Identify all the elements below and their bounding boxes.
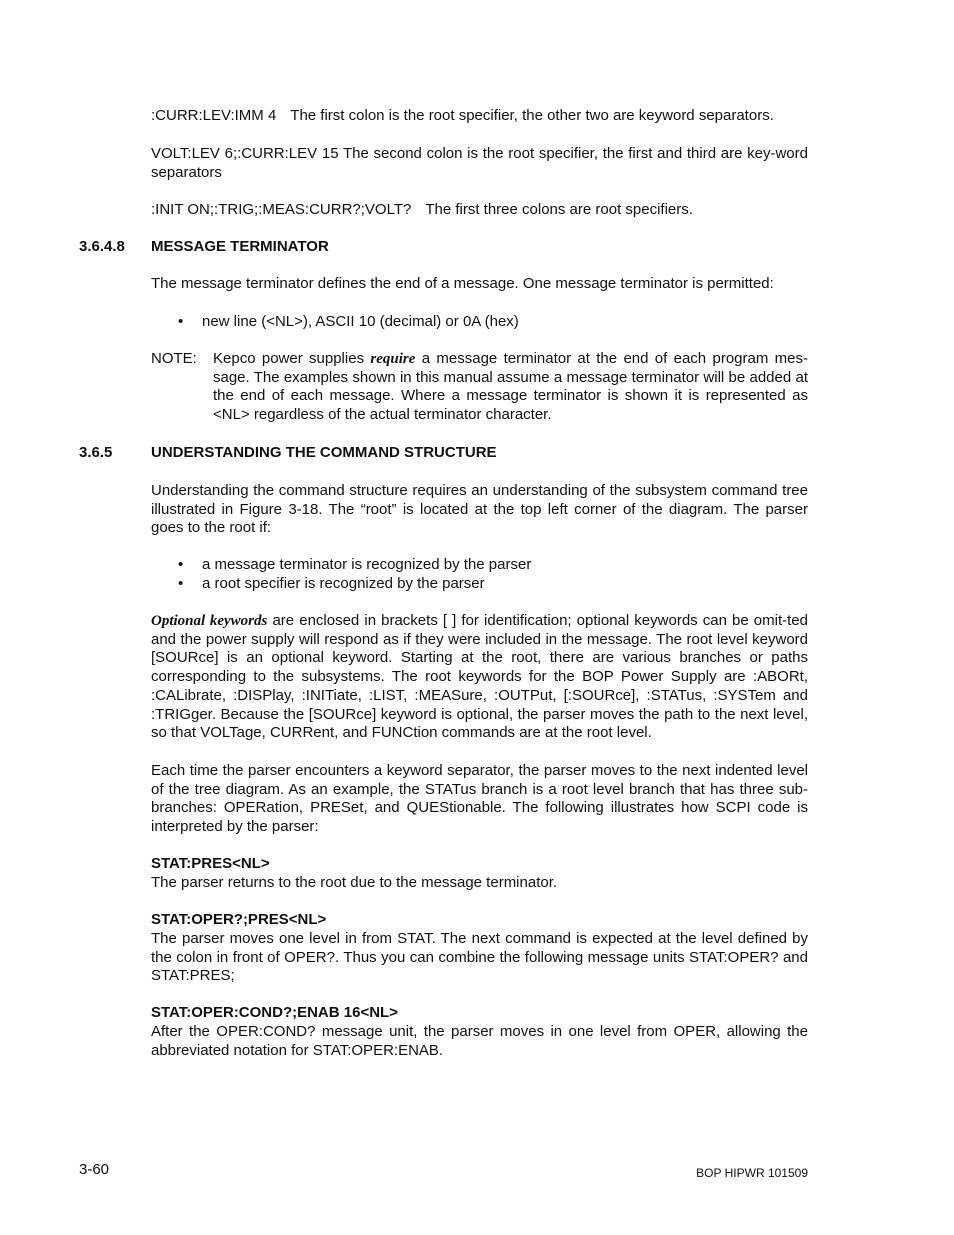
- paragraph: The message terminator defines the end of a message. One message terminator is permitted:: [151, 275, 774, 292]
- note-pre: Kepco power supplies: [213, 350, 365, 367]
- section-number: 3.6.5: [79, 444, 113, 461]
- example-command: STAT:OPER:COND?;ENAB 16<NL>: [151, 1004, 398, 1021]
- paragraph: Understanding the command structure requires an understanding of the subsystem command tree illustrated in Figure 3-18. The “root” is located at the top left corner of the diagram. The parser goes to the root if:: [151, 482, 808, 537]
- example-description: The parser returns to the root due to the message terminator.: [151, 874, 558, 891]
- bullet-icon: •: [178, 575, 184, 592]
- section-title: UNDERSTANDING THE COMMAND STRUCTURE: [151, 444, 497, 461]
- section-title: MESSAGE TERMINATOR: [151, 238, 329, 255]
- note-label: NOTE:: [151, 350, 197, 367]
- document-id: BOP HIPWR 101509: [696, 1166, 808, 1180]
- optional-keywords-emphasis: Optional keywords: [151, 613, 268, 629]
- bullet-item: new line (<NL>), ASCII 10 (decimal) or 0A (hex): [202, 313, 519, 330]
- note-text: [213, 350, 808, 425]
- example-desc: The first three colons are root specifiers.: [425, 201, 693, 218]
- example-cmd: :INIT ON;:TRIG;:MEAS:CURR?;VOLT?: [151, 201, 412, 218]
- example-desc: The first colon is the root specifier, the other two are keyword separators.: [290, 107, 774, 124]
- bullet-item: a root specifier is recognized by the parser: [202, 575, 485, 592]
- example-description: After the OPER:COND? message unit, the parser moves in one level from OPER, allowing the abbreviated notation for STAT:OPER:ENAB.: [151, 1023, 808, 1059]
- section-number: 3.6.4.8: [79, 238, 125, 255]
- example-line-1: [151, 107, 808, 126]
- bullet-icon: •: [178, 556, 184, 573]
- paragraph-text: are enclosed in brackets [ ] for identification; optional keywords can be omit-ted and the power supply will respond as if they were included in the message. The root level keyword [SOURce] is an optional keyword. Starting at the root, there are various branches or paths corresponding to the subsystems. The root keywords for the BOP Power Supply are :ABORt, :CALibrate, :DISPlay, :INITiate, :LIST, :MEASure, :OUTPut, [:SOURce], :STATus, :SYSTem and :TRIGger. Because the [SOURce] keyword is optional, the parser moves the path to the next level, so that VOLTage, CURRent, and FUNCtion commands are at the root level.: [151, 612, 808, 742]
- paragraph: Each time the parser encounters a keyword separator, the parser moves to the next indented level of the tree diagram. As an example, the STATus branch is a root level branch that has three sub-branches: OPERation, PRESet, and QUEStionable. The following illustrates how SCPI code is interpreted by the parser:: [151, 762, 808, 836]
- page-number: 3-60: [79, 1161, 110, 1178]
- paragraph: [151, 612, 808, 743]
- note-emphasis: require: [370, 351, 416, 367]
- note-post: a message terminator at the end of each program mes-sage. The examples shown in this manual assume a message terminator will be added at the end of each message. Where a message terminator is shown it is represented as <NL> regardless of the actual terminator character.: [213, 350, 808, 424]
- example-command: STAT:OPER?;PRES<NL>: [151, 911, 327, 928]
- bullet-item: a message terminator is recognized by the parser: [202, 556, 532, 573]
- example-description: The parser moves one level in from STAT. The next command is expected at the level defined by the colon in front of OPER?. Thus you can combine the following message units STAT:OPER? and STAT:PRES;: [151, 930, 808, 985]
- example-line-2: VOLT:LEV 6;:CURR:LEV 15 The second colon is the root specifier, the first and third are key-word separators: [151, 145, 808, 181]
- example-command: STAT:PRES<NL>: [151, 855, 270, 872]
- example-line-3: [151, 201, 808, 220]
- example-cmd: :CURR:LEV:IMM 4: [151, 107, 277, 124]
- bullet-icon: •: [178, 313, 184, 330]
